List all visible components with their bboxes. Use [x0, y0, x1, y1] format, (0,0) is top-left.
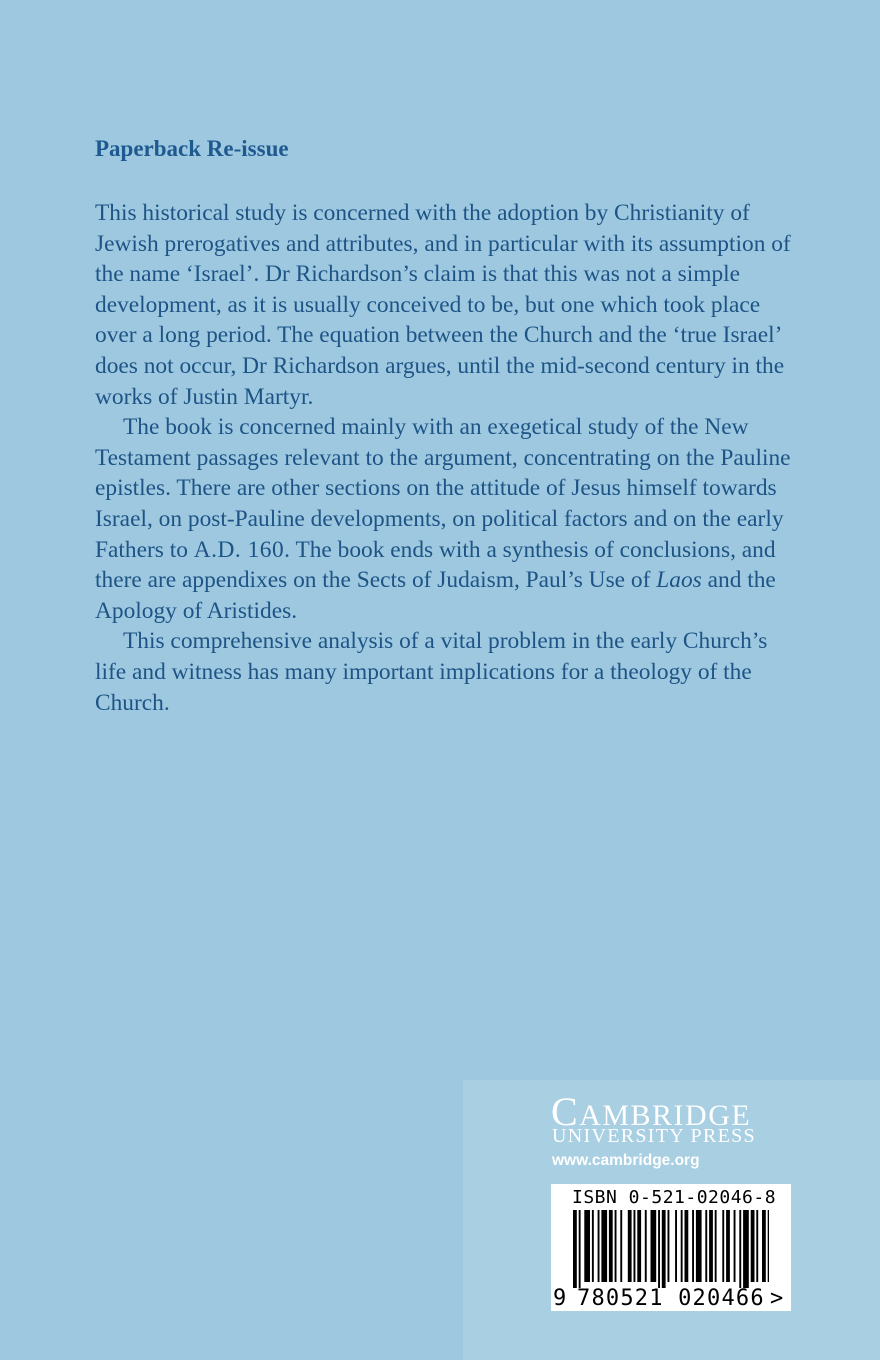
barcode-bar — [715, 1210, 717, 1282]
barcode-bar — [705, 1210, 707, 1282]
logo-initial: C — [551, 1089, 580, 1134]
blurb — [95, 198, 795, 718]
barcode-bar — [637, 1210, 641, 1282]
barcode-bar — [685, 1210, 689, 1282]
isbn-text: ISBN 0-521-02046-8 — [572, 1187, 777, 1208]
barcode-bar — [579, 1210, 581, 1288]
barcode-bar — [734, 1210, 736, 1282]
barcode-bar — [726, 1210, 730, 1282]
university-press-label: UNIVERSITY PRESS — [552, 1125, 756, 1147]
barcode-bar — [628, 1210, 632, 1282]
barcode-bar — [768, 1210, 769, 1282]
barcode-bar — [668, 1210, 670, 1282]
barcode-bar — [620, 1210, 622, 1282]
ean-digits: 780521 020466 — [577, 1286, 765, 1311]
barcode-bar — [696, 1210, 702, 1282]
laos-term: Laos — [656, 567, 702, 594]
paragraph-2-text-c: and the Apology of Aristides. — [95, 567, 776, 624]
barcode-bar — [762, 1210, 766, 1282]
barcode-bar — [645, 1210, 647, 1282]
barcode-bar — [675, 1210, 677, 1282]
barcode-icon — [573, 1210, 769, 1288]
reissue-heading: Paperback Re-issue — [95, 136, 289, 161]
barcode-bar — [743, 1210, 749, 1288]
barcode-bar — [739, 1210, 741, 1288]
barcode-bar — [598, 1210, 600, 1282]
barcode-bar — [751, 1210, 755, 1282]
blurb-paragraph-3: This comprehensive analysis of a vital problem in the early Church’s life and witness has many important implications for a theology of the Church. — [95, 628, 768, 716]
barcode-bar — [634, 1210, 636, 1282]
barcode-bar — [601, 1210, 607, 1282]
blurb-paragraph-2 — [95, 412, 795, 626]
ean-first-digit: 9 — [553, 1286, 567, 1311]
barcode-bar — [592, 1210, 594, 1282]
barcode-bar — [709, 1210, 713, 1282]
barcode-bar — [681, 1210, 683, 1282]
barcode-bar — [658, 1210, 660, 1288]
paragraph-2-text-b: . The book ends with a synthesis of conclusions, and there are appendixes on the Sects of Judaism, Paul’s Use of — [95, 536, 776, 594]
barcode-bar — [584, 1210, 590, 1282]
publisher-website: www.cambridge.org — [552, 1152, 700, 1169]
date-ad-160: A.D. 160 — [193, 536, 285, 563]
barcode-bar — [662, 1210, 666, 1288]
barcode-bar — [615, 1210, 617, 1282]
ean-arrow: > — [770, 1286, 784, 1311]
blurb-paragraph-1: This historical study is concerned with the adoption by Christianity of Jewish prerogatives and attributes, and in particular with its assumption of the name ‘Israel’. Dr Richardson’s claim is that this was not a simple development, as it is usually conceived to be, but one which took place over a long period. The equation between the Church and the ‘true Israel’ does not occur, Dr Richardson argues, until the mid-second century in the works of Justin Martyr. — [95, 200, 791, 410]
paragraph-2-text-a: The book is concerned mainly with an exegetical study of the New Testament passages relevant to the argument, concentrating on the Pauline epistles. There are other sections on the attitude of Jesus himself towards Israel, on post-Pauline developments, on political factors and on the early Fathers to — [95, 414, 791, 563]
barcode-bar — [722, 1210, 724, 1282]
logo-rest: AMBRIDGE — [579, 1099, 752, 1132]
barcode-bar — [573, 1210, 577, 1288]
barcode-bar — [756, 1210, 758, 1282]
barcode-bar — [609, 1210, 613, 1282]
barcode-bar — [651, 1210, 657, 1282]
barcode-bar — [692, 1210, 694, 1282]
